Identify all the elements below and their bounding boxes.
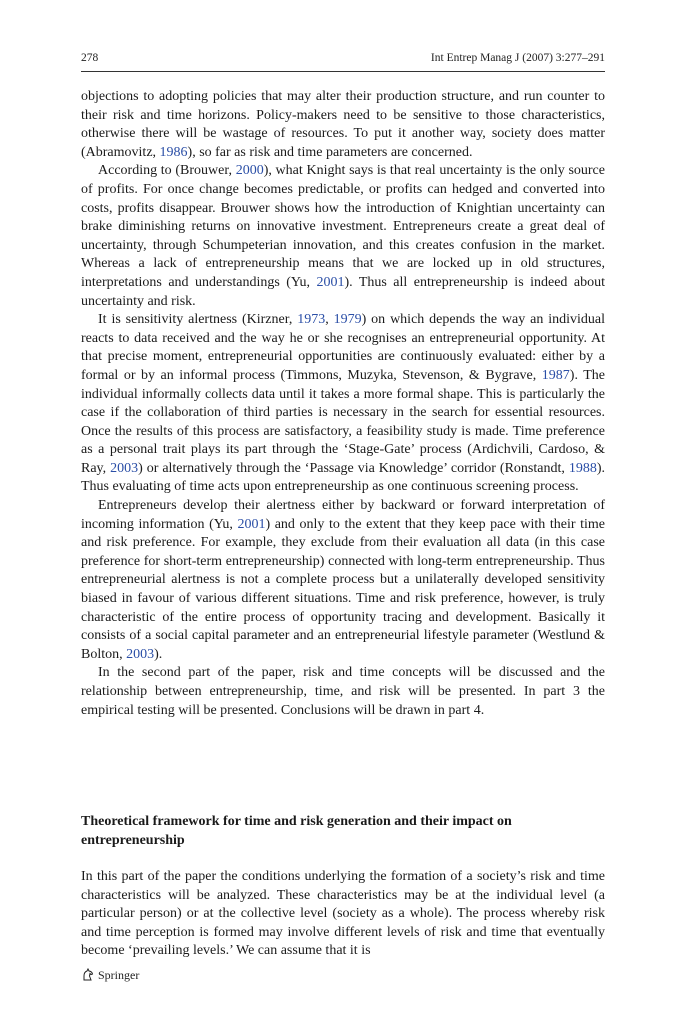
body-paragraph	[81, 162, 605, 311]
body-paragraph	[81, 497, 605, 664]
journal-reference: Int Entrep Manag J (2007) 3:277–291	[430, 52, 605, 64]
paragraph-text: ). The individual informally collects data until it takes a more formal shape. This is particularly the case if the collaboration of third parties is necessary in the search for essential resources. Once the results of this process are satisfactory, a feasibility study is made. Time preference as a personal trait plays its part through the ‘Stage-Gate’ process (Ardichvili, Cardoso, & Ray,	[81, 367, 605, 476]
paragraph-text: According to (Brouwer,	[98, 163, 236, 179]
header-rule	[81, 71, 605, 72]
body-paragraph	[81, 88, 605, 162]
section-heading: Theoretical framework for time and risk generation and their impact on entrepreneurship	[81, 814, 512, 848]
citation-year-link[interactable]: 1987	[541, 367, 570, 383]
paragraph-text: ). Thus evaluating of time acts upon entrepreneurship as one continuous screening process.	[81, 460, 605, 495]
citation-year-link[interactable]: 1979	[333, 312, 362, 328]
paragraph-text: ), what Knight says is that real uncertainty is the only source of profits. For once change becomes predictable, or profits can hedged and converted into costs, profits disappear. Brouwer shows how the introduction of Knightian uncertainty can brake diminishing returns on innovative investment. Entrepreneurs create a great deal of uncertainty, through Schumpeterian innovation, and this creates confusion in the market. Whereas a lack of entrepreneurship means that we are locked up in old structures, interpretations and understandings (Yu,	[81, 163, 605, 290]
paragraph-text: It is sensitivity alertness (Kirzner,	[98, 312, 298, 328]
citation-year-link[interactable]: 2000	[235, 163, 264, 179]
body-text	[81, 88, 605, 720]
body-paragraph	[81, 311, 605, 497]
citation-year-link[interactable]: 2001	[237, 516, 266, 532]
paragraph-text: In the second part of the paper, risk and time concepts will be discussed and the relationship between entrepreneurship, time, and risk will be presented. In part 3 the empirical testing will be presented. Conclusions will be drawn in part 4.	[81, 665, 605, 718]
citation-year-link[interactable]: 1988	[568, 460, 597, 476]
section-paragraph: In this part of the paper the conditions underlying the formation of a society’s risk and time characteristics will be analyzed. These characteristics may be at the individual level (a particular person) or at the collective level (society as a whole). The process whereby risk and time perception is formed may involve different levels of risk and time that eventually become ‘prevailing levels.’ We can assume that it is	[81, 869, 605, 959]
paragraph-text: ), so far as risk and time parameters are concerned.	[187, 144, 473, 160]
publisher-name: Springer	[98, 967, 140, 982]
paragraph-text: ) and only to the extent that they keep pace with their time and risk preference. For example, they exclude from their evaluation all data (in this case preference for short-term entrepreneurship) connected with long-term entrepreneurship. Thus entrepreneurial alertness is not a complete process but a unilaterally developed sensitivity biased in favour of various different situations. Time and risk preference, however, is truly characteristic of the entire process of opportunity tracing and development. Basically it consists of a social capital parameter and an entrepreneurial lifestyle parameter (Westlund & Bolton,	[81, 516, 606, 662]
page-number: 278	[81, 52, 99, 64]
running-header	[81, 52, 605, 68]
paragraph-text: objections to adopting policies that may alter their production structure, and run counter to their risk and time horizons. Policy-makers need to be sensitive to those characteristics, otherwise there will be wastage of resources. To put it another way, society does matter (Abramovitz,	[81, 89, 605, 160]
paragraph-text: ) on which depends the way an individual reacts to data received and the way he or she recognises an entrepreneurial opportunity. At that precise moment, entrepreneurial opportunities are continuously evaluated: either by a formal or by an informal process (Timmons, Muzyka, Stevenson, & Bygrave,	[81, 312, 606, 383]
paragraph-text: ,	[325, 312, 334, 328]
body-paragraph	[81, 664, 605, 720]
section-body	[81, 868, 605, 961]
citation-year-link[interactable]: 1986	[159, 144, 188, 160]
paragraph-text: ) or alternatively through the ‘Passage via Knowledge’ corridor (Ronstandt,	[138, 460, 569, 476]
paragraph-text: ). Thus all entrepreneurship is indeed about uncertainty and risk.	[81, 274, 606, 309]
citation-year-link[interactable]: 2001	[316, 274, 345, 290]
paragraph-text: ).	[154, 646, 163, 662]
paragraph-text: Entrepreneurs develop their alertness either by backward or forward interpretation of incoming information (Yu,	[81, 498, 605, 532]
publisher-footer	[81, 966, 139, 984]
citation-year-link[interactable]: 1973	[297, 312, 326, 328]
springer-horse-icon	[81, 968, 95, 982]
citation-year-link[interactable]: 2003	[110, 460, 139, 476]
citation-year-link[interactable]: 2003	[126, 646, 155, 662]
